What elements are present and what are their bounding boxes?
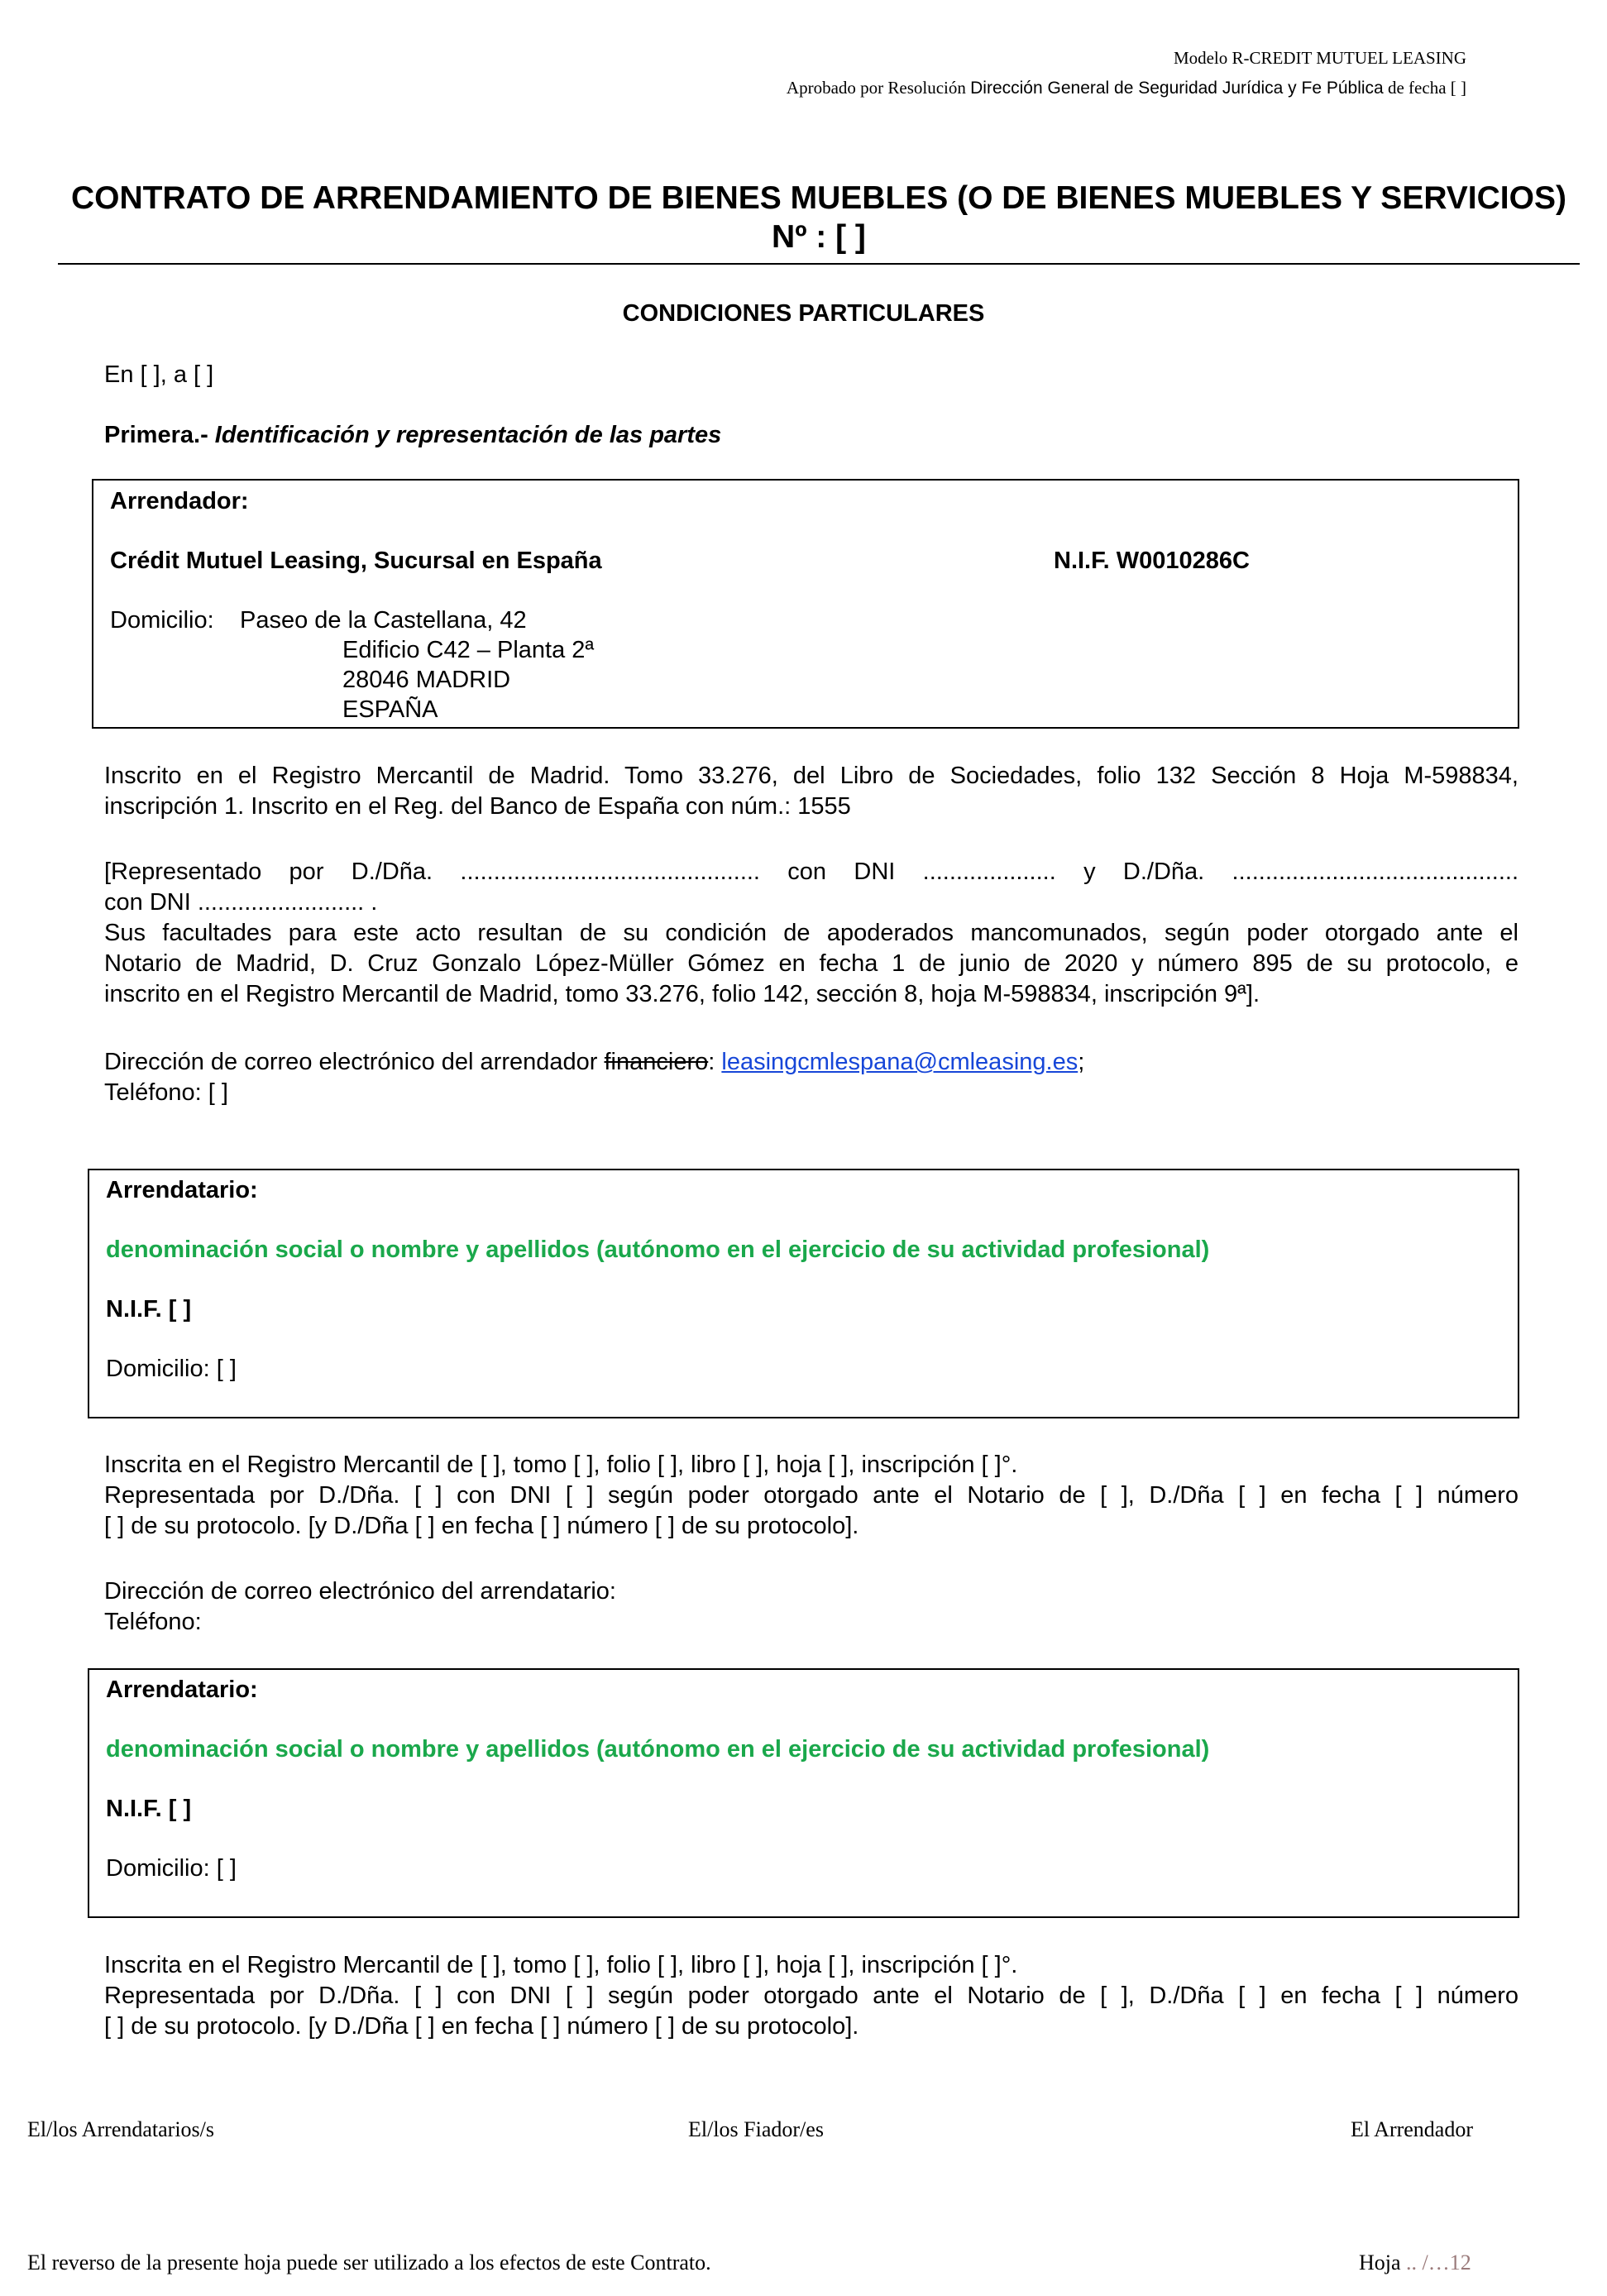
lessee-registry-line: Inscrita en el Registro Mercantil de [ ], tomo [ ], folio [ ], libro [ ], hoja [ ], inscripción [ ]°. (104, 1952, 1018, 1978)
lessee-email: Dirección de correo electrónico del arrendatario: (104, 1578, 616, 1605)
lessor-nif: N.I.F. W0010286C (1054, 548, 1250, 574)
lessor-email-colon: : (708, 1049, 715, 1075)
clause-1-heading (104, 420, 721, 451)
section-heading: CONDICIONES PARTICULARES (622, 300, 985, 327)
lessor-name: Crédit Mutuel Leasing, Sucursal en España (110, 548, 602, 574)
lessor-address-label: Domicilio: (110, 607, 214, 634)
lessor-email-end: ; (1078, 1049, 1085, 1075)
lessee-label: Arrendatario: (106, 1677, 258, 1703)
approval-suffix: de fecha [ ] (1387, 78, 1466, 98)
representation-line: Sus facultades para este acto resultan de su condición de apoderados mancomunados, según poder otorgado ante el (104, 920, 1519, 946)
lessor-registry-line: Inscrito en el Registro Mercantil de Madrid. Tomo 33.276, del Libro de Sociedades, folio 132 Sección 8 Hoja M-598834, (104, 763, 1519, 789)
lessee-nif: N.I.F. [ ] (106, 1796, 192, 1822)
lessee-phone: Teléfono: (104, 1609, 202, 1635)
lessor-phone: Teléfono: [ ] (104, 1079, 228, 1106)
lessor-registry-line: inscripción 1. Inscrito en el Reg. del Banco de España con núm.: 1555 (104, 793, 851, 820)
approval-authority: Dirección General de Seguridad Jurídica y Fe Pública (970, 79, 1384, 98)
page-current: .. (1406, 2251, 1418, 2274)
clause-1-title: Identificación y representación de las partes (214, 422, 722, 448)
approval-line (787, 78, 1466, 98)
lessor-address-street: Paseo de la Castellana, 42 (240, 607, 527, 634)
lessor-label: Arrendador: (110, 488, 249, 514)
lessee-name-placeholder: denominación social o nombre y apellidos (autónomo en el ejercicio de su actividad profesional) (106, 1236, 1210, 1263)
lessor-address-city: 28046 MADRID (342, 667, 511, 693)
contract-number: Nº : [ ] (772, 219, 866, 255)
title-divider (58, 263, 1580, 265)
lessor-address-country: ESPAÑA (342, 696, 438, 723)
lessee-box (88, 1169, 1519, 1418)
lessor-address-building: Edificio C42 – Planta 2ª (342, 637, 595, 663)
lessee-box (88, 1668, 1519, 1918)
lessor-email-link[interactable]: leasingcmlespana@cmleasing.es (721, 1049, 1079, 1075)
approval-prefix: Aprobado por Resolución (786, 78, 966, 98)
lessee-registry-line: [ ] de su protocolo. [y D./Dña [ ] en fecha [ ] número [ ] de su protocolo]. (104, 1513, 859, 1539)
representation-line: inscrito en el Registro Mercantil de Madrid, tomo 33.276, folio 142, sección 8, hoja M-598834, inscripción 9ª]. (104, 981, 1260, 1007)
clause-1-label: Primera.- (104, 422, 208, 448)
lessee-address: Domicilio: [ ] (106, 1855, 237, 1882)
lessor-email-prefix: Dirección de correo electrónico del arrendador (104, 1049, 598, 1075)
lessor-box (92, 479, 1519, 729)
lessee-registry-line: Representada por D./Dña. [ ] con DNI [ ] según poder otorgado ante el Notario de [ ], D./Dña [ ] en fecha [ ] número (104, 1983, 1519, 2009)
lessee-registry-line: Inscrita en el Registro Mercantil de [ ], tomo [ ], folio [ ], libro [ ], hoja [ ], inscripción [ ]°. (104, 1452, 1018, 1478)
representation-line: con DNI ......................... . (104, 889, 378, 916)
lessee-name-placeholder: denominación social o nombre y apellidos (autónomo en el ejercicio de su actividad profesional) (106, 1736, 1210, 1763)
lessee-address: Domicilio: [ ] (106, 1356, 237, 1382)
lessee-registry-line: Representada por D./Dña. [ ] con DNI [ ] según poder otorgado ante el Notario de [ ], D./Dña [ ] en fecha [ ] número (104, 1482, 1519, 1509)
page-indicator (1359, 2251, 1471, 2275)
model-label: Modelo R-CREDIT MUTUEL LEASING (1173, 48, 1466, 68)
signature-lessees: El/los Arrendatarios/s (27, 2117, 215, 2141)
lessor-email-struck-word: financiero (604, 1049, 709, 1075)
representation-line: Notario de Madrid, D. Cruz Gonzalo López-Müller Gómez en fecha 1 de junio de 2020 y número 895 de su protocolo, e (104, 950, 1519, 977)
signature-lessor: El Arrendador (1351, 2117, 1474, 2141)
lessor-email-line (104, 1047, 1084, 1078)
page-total: /…12 (1422, 2251, 1471, 2274)
lessee-nif: N.I.F. [ ] (106, 1296, 192, 1323)
footer-note: El reverso de la presente hoja puede ser utilizado a los efectos de este Contrato. (27, 2251, 711, 2274)
signature-guarantors: El/los Fiador/es (688, 2117, 824, 2141)
representation-line: [Representado por D./Dña. ............................................. con DNI .................... y D./Dña. ........................................... (104, 859, 1519, 885)
page-prefix: Hoja (1359, 2251, 1401, 2274)
place-date: En [ ], a [ ] (104, 361, 214, 388)
lessee-label: Arrendatario: (106, 1177, 258, 1203)
document-title: CONTRATO DE ARRENDAMIENTO DE BIENES MUEBLES (O DE BIENES MUEBLES Y SERVICIOS) (71, 180, 1566, 216)
lessee-registry-line: [ ] de su protocolo. [y D./Dña [ ] en fecha [ ] número [ ] de su protocolo]. (104, 2013, 859, 2040)
